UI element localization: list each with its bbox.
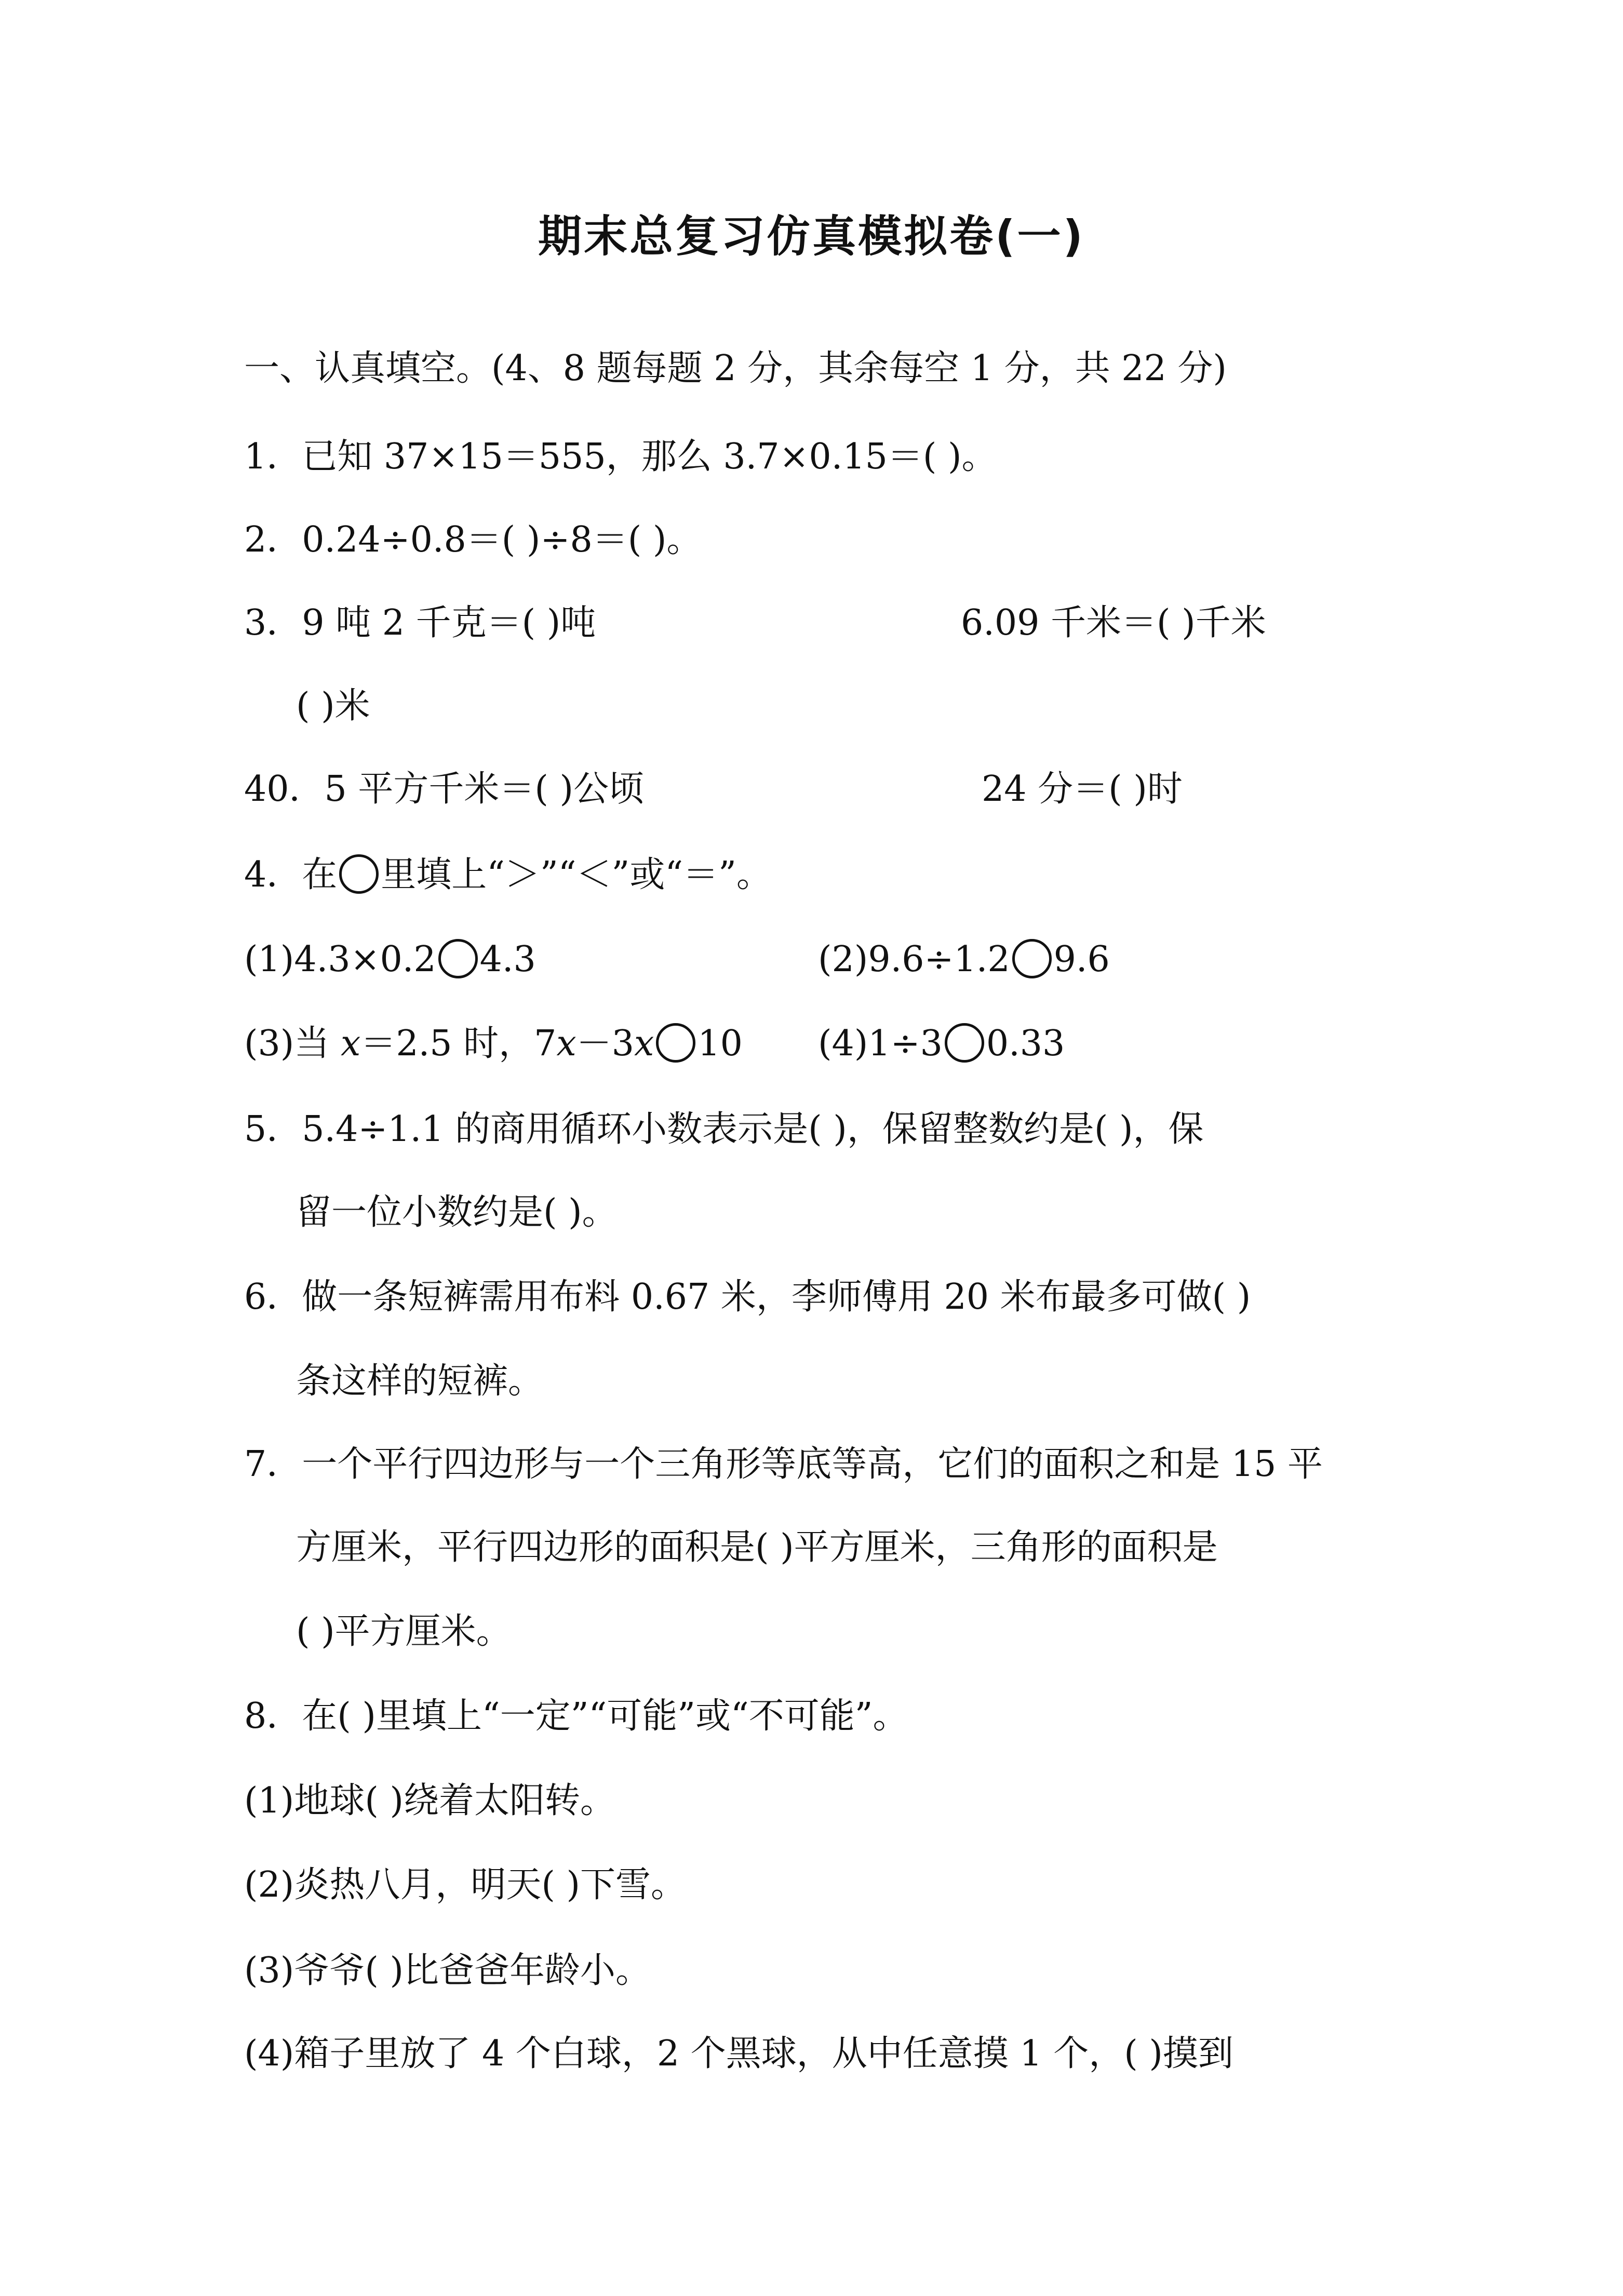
question-7-line-2: 方厘米，平行四边形的面积是( )平方厘米，三角形的面积是	[296, 1527, 1218, 1568]
question-3	[244, 597, 1387, 649]
question-3-part-a: 3．9 吨 2 千克＝( )吨	[244, 602, 596, 643]
question-8-part-1: (1)地球( )绕着太阳转。	[244, 1780, 615, 1821]
question-4-part-2	[818, 934, 1110, 986]
question-3-part-c: ( )米	[296, 686, 370, 727]
question-3-part-b: 6.09 千米＝( )千米	[961, 602, 1266, 643]
variable-x: x	[556, 1023, 576, 1064]
circle-blank-icon	[438, 939, 478, 978]
question-1: 1．已知 37×15＝555，那么 3.7×0.15＝( )。	[244, 436, 997, 477]
question-6-line-1: 6．做一条短裤需用布料 0.67 米，李师傅用 20 米布最多可做( )	[244, 1277, 1251, 1318]
circle-blank-icon	[945, 1023, 984, 1063]
question-4-row-2	[244, 1018, 1387, 1070]
variable-x: x	[340, 1023, 361, 1064]
question-8-part-4: (4)箱子里放了 4 个白球，2 个黑球，从中任意摸 1 个，( )摸到	[244, 2033, 1233, 2074]
question-6-line-2: 条这样的短裤。	[296, 1361, 544, 1402]
question-4-stem-pre: 4．在	[244, 854, 338, 895]
question-8-part-2: (2)炎热八月，明天( )下雪。	[244, 1864, 686, 1905]
question-4-stem	[244, 849, 772, 901]
question-4-part-4	[818, 1018, 1065, 1070]
circle-blank-icon	[339, 854, 379, 894]
question-8-stem: 8．在( )里填上“一定”“可能”或“不可能”。	[244, 1696, 908, 1737]
question-4-part-1-pre: (1)4.3×0.2	[244, 939, 436, 980]
page-title: 期末总复习仿真模拟卷(一)	[538, 211, 1085, 262]
question-4-part-2-pre: (2)9.6÷1.2	[818, 939, 1010, 980]
question-5-line-2: 留一位小数约是( )。	[296, 1192, 618, 1233]
question-4-part-3-b: ＝2.5 时，7	[360, 1023, 557, 1064]
question-4-part-1-post: 4.3	[479, 939, 536, 980]
question-4-part-4-post: 0.33	[986, 1023, 1065, 1064]
question-4-part-3-c: －3	[576, 1023, 634, 1064]
question-7-line-1: 7．一个平行四边形与一个三角形等底等高，它们的面积之和是 15 平	[244, 1444, 1323, 1485]
question-8-part-3: (3)爷爷( )比爸爸年龄小。	[244, 1950, 651, 1991]
circle-blank-icon	[1012, 939, 1052, 978]
question-2: 2．0.24÷0.8＝( )÷8＝( )。	[244, 519, 702, 560]
variable-x: x	[634, 1023, 654, 1064]
circle-blank-icon	[656, 1023, 695, 1063]
question-4-part-3-post: 10	[698, 1023, 743, 1064]
question-3-continued	[244, 763, 1387, 815]
question-4-part-3	[244, 1018, 743, 1070]
question-4-part-3-a: (3)当	[244, 1023, 341, 1064]
question-4-stem-post: 里填上“＞”“＜”或“＝”。	[381, 854, 772, 895]
question-5-line-1: 5．5.4÷1.1 的商用循环小数表示是( )，保留整数约是( )，保	[244, 1109, 1204, 1150]
question-3-continued-part-b: 24 分＝( )时	[982, 769, 1183, 810]
section-heading: 一、认真填空。(4、8 题每题 2 分，其余每空 1 分，共 22 分)	[244, 348, 1227, 389]
question-3-continued-part-a: 40．5 平方千米＝( )公顷	[244, 769, 645, 810]
question-7-line-3: ( )平方厘米。	[296, 1611, 512, 1652]
question-4-row-1	[244, 934, 1387, 986]
question-4-part-4-pre: (4)1÷3	[818, 1023, 943, 1064]
question-4-part-2-post: 9.6	[1053, 939, 1110, 980]
question-4-part-1	[244, 934, 536, 986]
